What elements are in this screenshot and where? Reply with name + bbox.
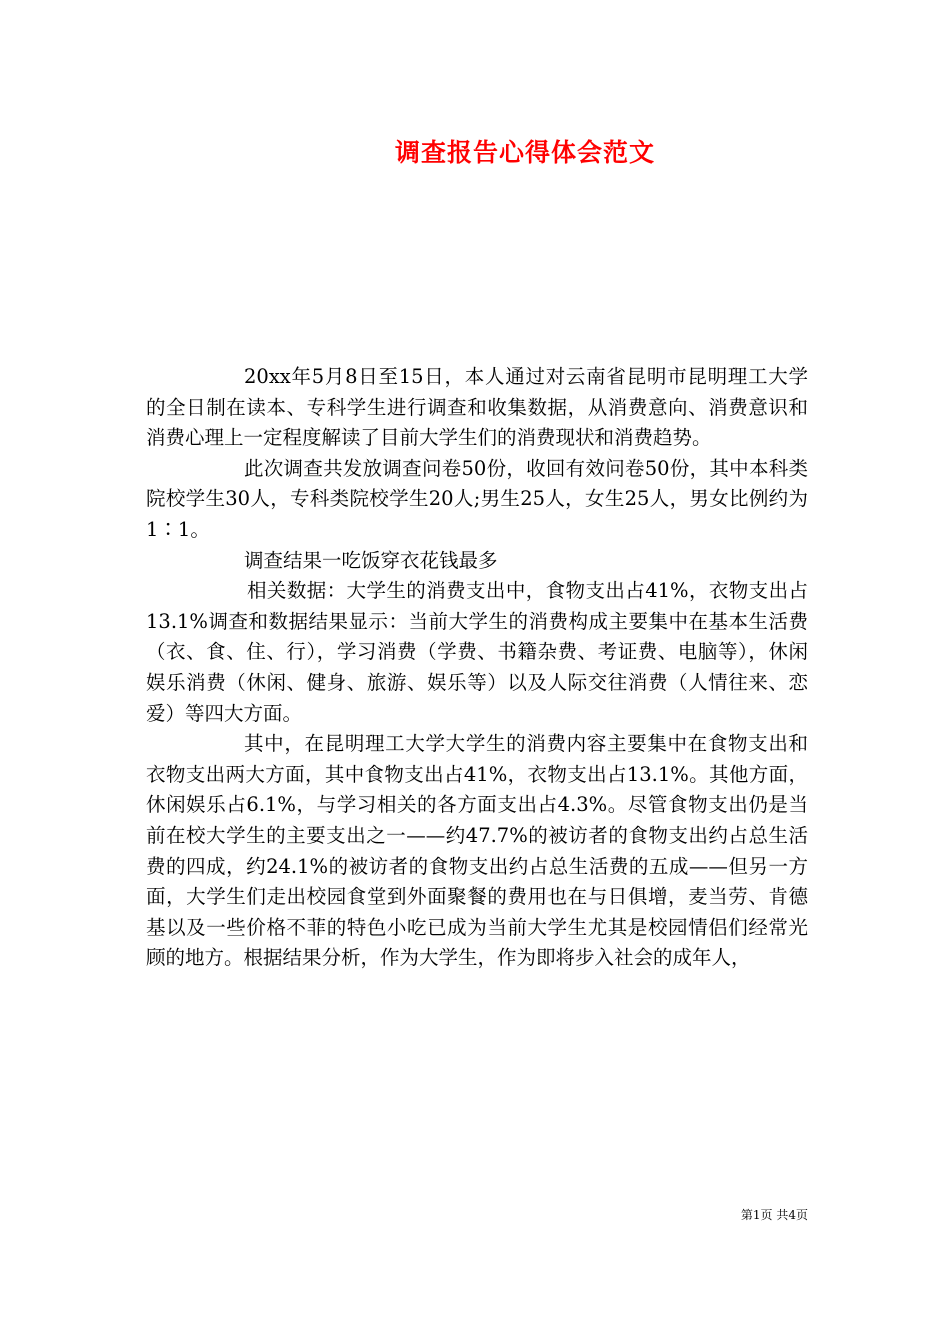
paragraph-related-data: 相关数据：大学生的消费支出中，食物支出占41%，衣物支出占13.1%调查和数据结果显示：当前大学生的消费构成主要集中在基本生活费（衣、食、住、行），学习消费（学费、书籍杂费、考证费、电脑等），休闲娱乐消费（休闲、健身、旅游、娱乐等）以及人际交往消费（人情往来、恋爱）等四大方面。 — [146, 579, 808, 725]
paragraph-survey: 此次调查共发放调查问卷50份，收回有效问卷50份，其中本科类院校学生30人，专科类院校学生20人;男生25人，女生25人，男女比例约为1∶1。 — [146, 456, 808, 541]
paragraph-intro: 20xx年5月8日至15日，本人通过对云南省昆明市昆明理工大学的全日制在读本、专科学生进行调查和收集数据，从消费意向、消费意识和消费心理上一定程度解读了目前大学生们的消费现状和消费趋势。 — [146, 365, 808, 450]
paragraph-analysis: 其中，在昆明理工大学大学生的消费内容主要集中在食物支出和衣物支出两大方面，其中食物支出占41%，衣物支出占13.1%。其他方面，休闲娱乐占6.1%，与学习相关的各方面支出占4.3%。尽管食物支出仍是当前在校大学生的主要支出之一——约47.7%的被访者的食物支出约占总生活费的四成，约24.1%的被访者的食物支出约占总生活费的五成——但另一方面，大学生们走出校园食堂到外面聚餐的费用也在与日俱增，麦当劳、肯德基以及一些价格不菲的特色小吃已成为当前大学生尤其是校园情侣们经常光顾的地方。根据结果分析，作为大学生，作为即将步入社会的成年人， — [146, 732, 808, 970]
document-title: 调查报告心得体会范文 — [394, 138, 655, 167]
page-footer: 第1页 共4页 — [740, 1208, 808, 1222]
document-body — [146, 362, 808, 974]
paragraph-result-heading: 调查结果一吃饭穿衣花钱最多 — [244, 548, 498, 572]
